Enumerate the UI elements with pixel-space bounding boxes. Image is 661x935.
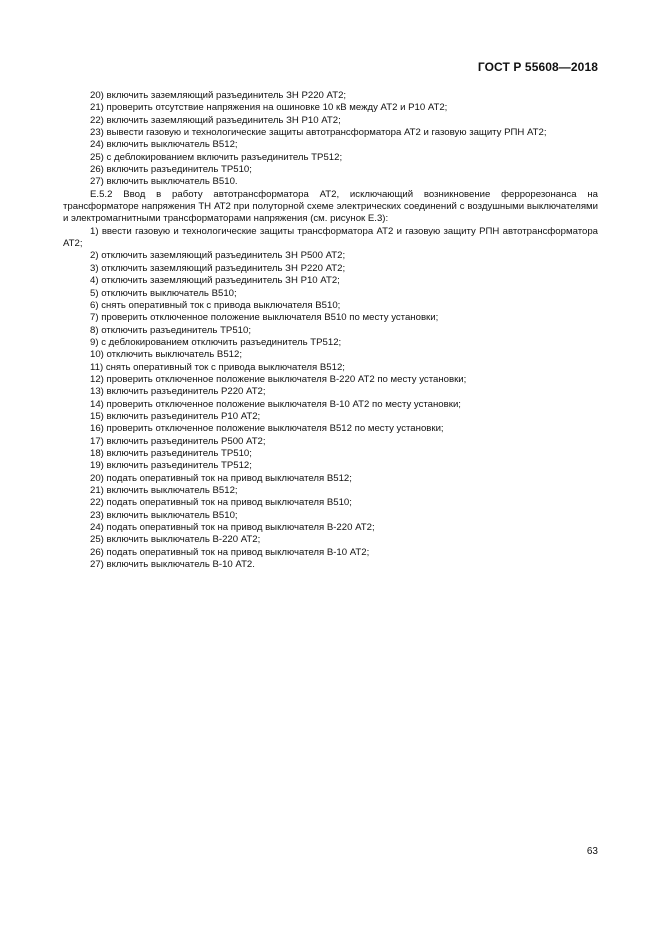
list-item: 7) проверить отключенное положение выключателя В510 по месту установки; <box>90 312 439 324</box>
list-item: 18) включить разъединитель ТР510; <box>90 447 252 459</box>
list-item: 3) отключить заземляющий разъединитель ЗН Р220 АТ2; <box>90 262 346 274</box>
list-item: 24) подать оперативный ток на привод выключателя В-220 АТ2; <box>90 522 375 534</box>
list-item: 4) отключить заземляющий разъединитель ЗН Р10 АТ2; <box>90 275 340 287</box>
list-item: 13) включить разъединитель Р220 АТ2; <box>90 386 266 398</box>
list-item: 21) проверить отсутствие напряжения на ошиновке 10 кВ между АТ2 и Р10 АТ2; <box>90 102 448 114</box>
list-item: 10) отключить выключатель В512; <box>90 349 242 361</box>
list-item: 5) отключить выключатель В510; <box>90 287 237 299</box>
list-item: 26) подать оперативный ток на привод выключателя В-10 АТ2; <box>90 546 370 558</box>
list-item: 25) с деблокированием включить разъединитель ТР512; <box>90 151 343 163</box>
list-item: 1) ввести газовую и технологические защиты трансформатора АТ2 и газовую защиту РПН автотрансформатора АТ2; <box>63 225 598 250</box>
list-item: 15) включить разъединитель Р10 АТ2; <box>90 410 261 422</box>
list-item: 2) отключить заземляющий разъединитель ЗН Р500 АТ2; <box>90 250 346 262</box>
page-number: 63 <box>586 846 598 857</box>
list-item: 16) проверить отключенное положение выключателя В512 по месту установки; <box>90 423 444 435</box>
list-item: 27) включить выключатель В510. <box>90 176 238 188</box>
list-item: 27) включить выключатель В-10 АТ2. <box>90 559 255 571</box>
list-item: 19) включить разъединитель ТР512; <box>90 460 252 472</box>
list-item: 12) проверить отключенное положение выключателя В-220 АТ2 по месту установки; <box>90 373 467 385</box>
section-e-5-2-paragraph: Е.5.2 Ввод в работу автотрансформатора АТ2, исключающий возникновение феррорезонанса на трансформаторе напряжения ТН АТ2 при полуторной схеме электрических соединений с воздушными выключателями и электромагнитными трансформаторами напряжения (см. рисунок Е.3): <box>63 188 598 225</box>
list-item: 22) включить заземляющий разъединитель ЗН Р10 АТ2; <box>90 114 341 126</box>
list-item: 22) подать оперативный ток на привод выключателя В510; <box>90 497 352 509</box>
list-switching-steps-2 <box>63 226 598 572</box>
list-item: 6) снять оперативный ток с привода выключателя В510; <box>90 299 341 311</box>
list-item: 21) включить выключатель В512; <box>90 485 238 496</box>
document-standard-id: ГОСТ Р 55608—2018 <box>477 60 598 74</box>
list-item: 14) проверить отключенное положение выключателя В-10 АТ2 по месту установки; <box>90 398 461 410</box>
list-item: 20) включить заземляющий разъединитель ЗН Р220 АТ2; <box>90 90 347 101</box>
list-item: 26) включить разъединитель ТР510; <box>90 164 252 176</box>
list-item: 25) включить выключатель В-220 АТ2; <box>90 534 261 546</box>
list-item: 17) включить разъединитель Р500 АТ2; <box>90 435 266 447</box>
document-body <box>63 90 598 571</box>
list-item: 23) вывести газовую и технологические защиты автотрансформатора АТ2 и газовую защиту РПН АТ2; <box>90 127 547 139</box>
list-item: 23) включить выключатель В510; <box>90 509 238 521</box>
list-item: 20) подать оперативный ток на привод выключателя В512; <box>90 472 352 484</box>
list-item: 8) отключить разъединитель ТР510; <box>90 324 251 336</box>
list-item: 24) включить выключатель В512; <box>90 139 238 151</box>
list-switching-steps-1 <box>63 90 598 189</box>
list-item: 9) с деблокированием отключить разъединитель ТР512; <box>90 336 342 348</box>
list-item: 11) снять оперативный ток с привода выключателя В512; <box>90 361 345 373</box>
